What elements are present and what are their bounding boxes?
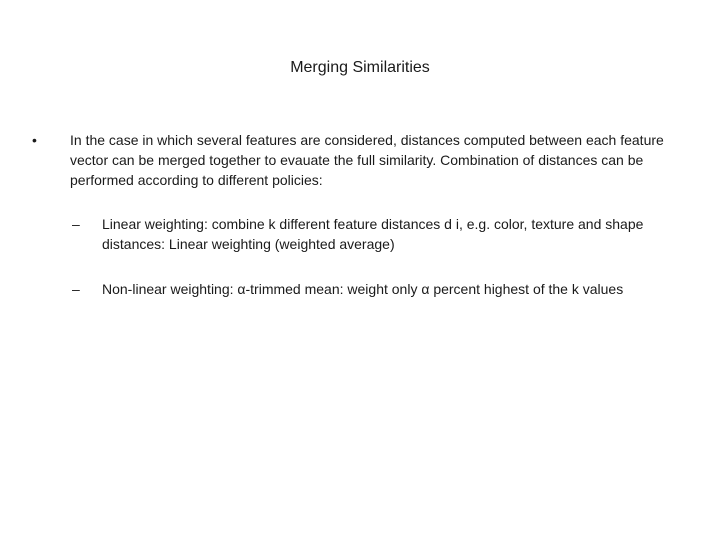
sub-bullet-text: Non-linear weighting: α-trimmed mean: weight only α percent highest of the k values [102, 281, 624, 297]
sub-bullet-item [72, 279, 688, 299]
sub-bullet-item [72, 214, 688, 254]
sub-bullet-list [72, 214, 688, 299]
slide-title: Merging Similarities [290, 59, 430, 76]
sub-bullet-text: Linear weighting: combine k different feature distances d i, e.g. color, texture and shape distances: Linear weighting (weighted average) [102, 216, 644, 252]
bullet-icon: • [32, 132, 37, 148]
dash-icon: – [72, 216, 80, 232]
dash-icon: – [72, 281, 80, 297]
bullet-item [28, 130, 688, 190]
bullet-list [28, 130, 688, 324]
bullet-text: In the case in which several features are considered, distances computed between each feature vector can be merged together to evauate the full similarity. Combination of distances can be performed according to different policies: [70, 132, 664, 188]
